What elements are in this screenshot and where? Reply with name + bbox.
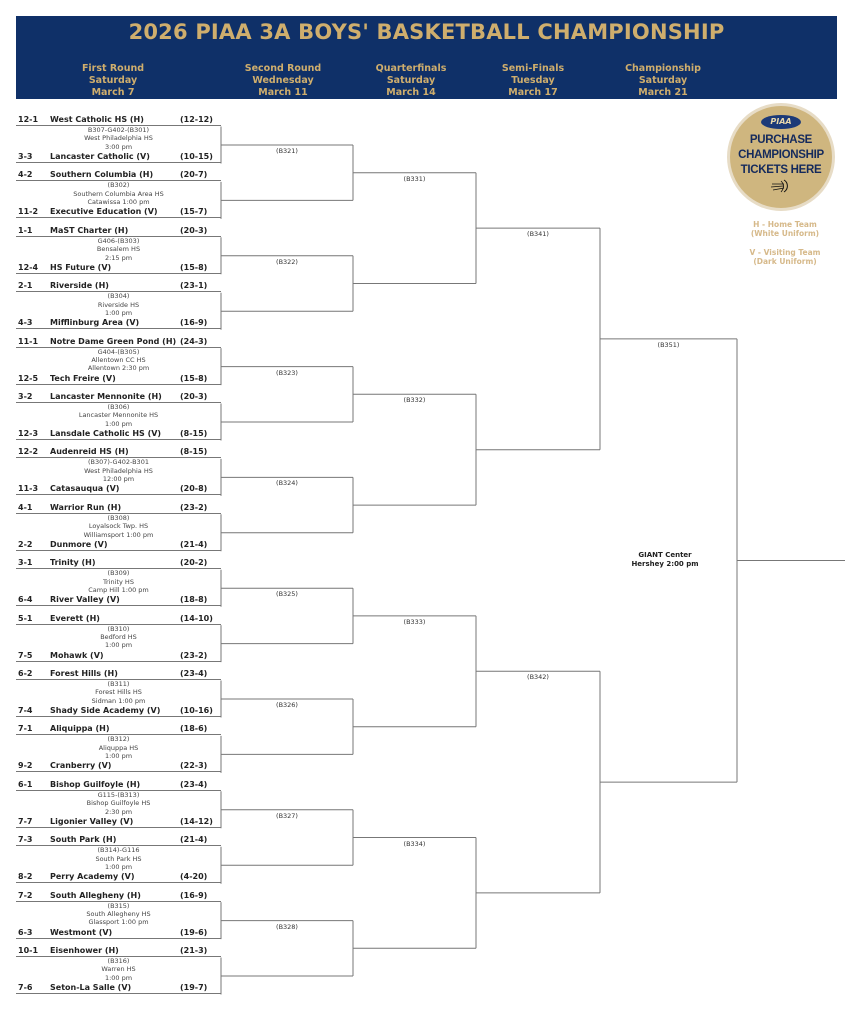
game-info-line: 2:15 pm (104, 253, 133, 262)
team-row[interactable] (16, 650, 221, 662)
team-seed: 2-2 (18, 539, 33, 549)
game-info-line: Glassport 1:00 pm (88, 918, 149, 927)
team-name: Shady Side Academy (V) (50, 706, 161, 715)
legend-home-label: H - Home Team (753, 220, 817, 229)
legend-visit (735, 248, 835, 266)
team-record: (20-2) (180, 558, 208, 568)
game-info-line: Trinity HS (103, 577, 134, 586)
team-row[interactable] (16, 982, 221, 994)
team-record: (23-2) (180, 650, 208, 660)
team-name: Lancaster Catholic (V) (50, 152, 150, 161)
team-record: (18-6) (180, 724, 208, 734)
team-record: (21-3) (180, 946, 208, 955)
game-info (16, 846, 221, 871)
round-header-date: March 14 (386, 87, 436, 98)
game-info (16, 181, 221, 206)
game-info-line: (B312) (107, 735, 130, 744)
team-name: Perry Academy (V) (50, 872, 135, 882)
game-info-line: (B315) (107, 901, 130, 910)
first-round-game (16, 502, 221, 549)
team-row[interactable] (16, 169, 221, 181)
team-record: (16-9) (180, 318, 208, 328)
team-name: Warrior Run (H) (50, 502, 122, 512)
team-seed: 4-3 (18, 318, 33, 328)
team-row[interactable] (16, 391, 221, 403)
game-info (16, 514, 221, 539)
team-seed: 6-4 (18, 595, 33, 605)
game-info-line: Warren HS (101, 965, 136, 974)
team-name: Westmont (V) (50, 927, 113, 937)
team-row[interactable] (16, 871, 221, 883)
first-round-game (16, 613, 221, 660)
ticket-text (738, 133, 824, 178)
team-name: Catasauqua (V) (50, 484, 120, 494)
team-seed: 7-6 (18, 983, 33, 992)
game-info-line: (B302) (107, 181, 130, 190)
first-round-game (16, 834, 221, 882)
team-row[interactable] (16, 151, 221, 163)
team-record: (24-3) (180, 336, 208, 346)
ticket-line-2: CHAMPIONSHIP (738, 149, 824, 161)
team-name: Dunmore (V) (50, 539, 108, 549)
team-record: (8-15) (180, 447, 208, 457)
team-name: Lancaster Mennonite (H) (50, 392, 162, 401)
team-row[interactable] (16, 539, 221, 551)
team-seed: 8-2 (18, 872, 33, 882)
round-header-day: Wednesday (252, 75, 314, 86)
basketball-icon (770, 179, 792, 193)
game-code: (B323) (276, 368, 298, 377)
game-info (16, 403, 221, 428)
team-row[interactable] (16, 502, 221, 514)
first-round-game (16, 779, 221, 826)
game-info (16, 680, 221, 705)
game-info (16, 735, 221, 760)
game-info-line: West Philadelphia HS (84, 134, 153, 143)
team-name: Audenreid HS (H) (50, 447, 129, 457)
game-info-line: (B307)-G402-B301 (88, 458, 149, 467)
team-seed: 12-4 (18, 262, 39, 272)
team-record: (19-6) (180, 927, 208, 937)
team-row[interactable] (16, 723, 221, 735)
round-header-date: March 21 (638, 87, 688, 98)
round-header-day: Saturday (88, 75, 138, 86)
team-seed: 6-3 (18, 927, 33, 937)
game-info-line: 1:00 pm (104, 752, 133, 761)
game-code: (B321) (276, 147, 298, 155)
round-header-date: March 11 (258, 87, 308, 98)
round-header-name: Semi-Finals (501, 63, 565, 74)
game-info-line: 3:00 pm (104, 142, 133, 151)
game-info (16, 348, 221, 373)
game-info (16, 237, 221, 262)
game-info-line: Bishop Guilfoyle HS (86, 799, 151, 808)
game-code: (B327) (276, 811, 298, 820)
team-seed: 7-3 (18, 835, 33, 845)
team-record: (15-8) (180, 373, 208, 383)
game-code: (B351) (657, 340, 680, 349)
round-header-name: Championship (625, 63, 701, 74)
ticket-line-1: PURCHASE (749, 134, 813, 146)
first-round-game (16, 280, 221, 328)
game-code: (B328) (276, 922, 298, 931)
round-header-day: Saturday (386, 75, 436, 86)
team-seed: 5-1 (18, 613, 33, 623)
game-info-line: (B311) (107, 680, 130, 688)
team-row[interactable] (16, 317, 221, 329)
team-seed: 12-3 (18, 429, 39, 438)
game-info (16, 957, 221, 982)
game-info-line: 1:00 pm (104, 309, 133, 317)
team-name: Cranberry (V) (50, 761, 112, 771)
team-record: (20-7) (180, 170, 208, 180)
team-name: HS Future (V) (50, 262, 112, 272)
game-info-line: Southern Columbia Area HS (73, 189, 164, 198)
team-row[interactable] (16, 834, 221, 846)
team-record: (23-4) (180, 669, 208, 678)
team-record: (23-2) (180, 502, 208, 512)
team-record: (8-15) (180, 429, 208, 438)
team-record: (18-8) (180, 595, 208, 605)
game-code: (B325) (276, 590, 298, 599)
team-seed: 3-3 (18, 152, 33, 161)
game-info-line: (B310) (107, 624, 130, 633)
first-round-game (16, 114, 221, 161)
team-name: Notre Dame Green Pond (H) (50, 336, 177, 346)
team-record: (16-9) (180, 890, 208, 900)
game-info-line: 2:30 pm (104, 807, 133, 816)
round-header-day: Tuesday (511, 75, 555, 86)
team-row[interactable] (16, 927, 221, 939)
team-name: Riverside (H) (50, 281, 109, 291)
team-name: West Catholic HS (H) (50, 115, 144, 124)
game-info-line: Camp Hill 1:00 pm (88, 586, 149, 594)
team-seed: 3-2 (18, 392, 33, 401)
game-info-line: G404-(B305) (97, 347, 140, 356)
team-seed: 2-1 (18, 281, 33, 291)
first-round-game (16, 945, 221, 992)
team-row[interactable] (16, 428, 221, 440)
team-row[interactable] (16, 890, 221, 902)
team-row[interactable] (16, 225, 221, 237)
team-record: (14-12) (180, 816, 213, 826)
team-seed: 11-1 (18, 336, 39, 346)
team-record: (22-3) (180, 761, 208, 771)
game-info-line: (B314)-G116 (97, 846, 140, 855)
team-seed: 11-2 (18, 207, 39, 217)
game-info-line: Bedford HS (100, 633, 137, 641)
team-record: (21-4) (180, 835, 208, 845)
first-round-game (16, 723, 221, 771)
team-record: (10-15) (180, 152, 213, 161)
team-seed: 9-2 (18, 761, 33, 771)
round-header-day: Saturday (638, 75, 688, 86)
game-info (16, 902, 221, 927)
team-seed: 6-1 (18, 779, 33, 789)
team-name: Mohawk (V) (50, 650, 104, 660)
game-info-line: Allentown 2:30 pm (87, 364, 150, 373)
team-name: River Valley (V) (50, 595, 120, 605)
first-round-game (16, 668, 221, 715)
round-header-name: Quarterfinals (375, 63, 447, 74)
team-seed: 4-1 (18, 502, 33, 512)
team-record: (12-12) (180, 115, 213, 124)
game-info (16, 625, 221, 650)
piaa-logo: PIAA (761, 115, 801, 129)
round-header-date: March 17 (508, 87, 558, 98)
game-info-line: (B309) (107, 569, 130, 578)
first-round-game (16, 557, 221, 605)
first-round-game (16, 890, 221, 937)
team-record: (20-3) (180, 225, 208, 235)
game-info-line: (B308) (107, 513, 130, 522)
team-seed: 1-1 (18, 225, 33, 235)
team-name: Executive Education (V) (50, 207, 158, 217)
team-name: Seton-La Salle (V) (50, 983, 132, 992)
legend-visit-label: V - Visiting Team (749, 248, 821, 257)
team-seed: 7-4 (18, 706, 33, 715)
team-record: (15-8) (180, 262, 208, 272)
game-info-line: 1:00 pm (104, 863, 133, 871)
team-row[interactable] (16, 779, 221, 791)
venue-time: Hershey 2:00 pm (631, 560, 699, 568)
ticket-line-3: TICKETS HERE (740, 164, 822, 176)
team-row[interactable] (16, 336, 221, 348)
round-header-name: Second Round (244, 63, 322, 74)
legend-home (735, 220, 835, 238)
game-info-line: Bensalem HS (96, 245, 141, 254)
championship-venue (610, 551, 720, 569)
game-info-line: Loyalsock Twp. HS (88, 522, 149, 531)
team-seed: 7-5 (18, 650, 33, 660)
team-seed: 12-1 (18, 115, 39, 124)
game-code: (B331) (403, 174, 426, 183)
team-seed: 6-2 (18, 669, 33, 678)
game-info (16, 126, 221, 151)
game-info-line: West Philadelphia HS (84, 466, 153, 475)
game-info-line: Lancaster Mennonite HS (78, 411, 159, 420)
game-code: (B341) (527, 230, 549, 239)
team-row[interactable] (16, 262, 221, 274)
team-row[interactable] (16, 945, 221, 957)
team-seed: 12-5 (18, 373, 39, 383)
first-round-game (16, 225, 221, 272)
team-name: Mifflinburg Area (V) (50, 318, 140, 328)
team-record: (21-4) (180, 539, 208, 549)
game-info-line: 1:00 pm (104, 641, 133, 650)
team-seed: 3-1 (18, 558, 33, 568)
team-seed: 10-1 (18, 946, 39, 955)
team-row[interactable] (16, 483, 221, 495)
game-info-line: 1:00 pm (104, 973, 133, 982)
legend-home-note: (White Uniform) (750, 229, 820, 238)
team-record: (15-7) (180, 207, 208, 217)
game-info-line: (B304) (107, 292, 130, 301)
team-row[interactable] (16, 668, 221, 680)
game-info-line: Riverside HS (97, 300, 140, 309)
team-name: Lansdale Catholic HS (V) (50, 429, 162, 438)
game-code: (B333) (403, 617, 426, 626)
first-round-game (16, 446, 221, 494)
team-row[interactable] (16, 705, 221, 717)
team-row[interactable] (16, 816, 221, 828)
team-record: (10-16) (180, 706, 213, 715)
game-info (16, 791, 221, 816)
first-round-game (16, 391, 221, 438)
team-seed: 12-2 (18, 447, 39, 457)
team-row[interactable] (16, 446, 221, 458)
team-name: Eisenhower (H) (50, 946, 119, 955)
team-name: South Allegheny (H) (50, 890, 141, 900)
team-name: Aliquippa (H) (50, 724, 110, 734)
game-info-line: South Allegheny HS (86, 910, 151, 918)
team-name: Southern Columbia (H) (50, 170, 154, 180)
round-header-date: March 7 (91, 87, 135, 98)
team-row[interactable] (16, 557, 221, 569)
game-info-line: G115-(B313) (97, 790, 140, 799)
team-name: MaST Charter (H) (50, 225, 129, 235)
team-record: (23-4) (180, 779, 208, 789)
team-name: Tech Freire (V) (50, 373, 116, 383)
team-name: Bishop Guilfoyle (H) (50, 779, 141, 789)
game-info-line: (B316) (107, 957, 130, 965)
game-code: (B324) (276, 479, 298, 488)
team-record: (20-8) (180, 484, 208, 494)
team-row[interactable] (16, 206, 221, 218)
game-code: (B322) (276, 257, 298, 266)
game-info-line: B307-G402-(B301) (87, 126, 150, 134)
game-info-line: Catawissa 1:00 pm (87, 198, 150, 207)
team-row[interactable] (16, 613, 221, 625)
team-name: Trinity (H) (50, 558, 96, 568)
team-record: (20-3) (180, 392, 208, 401)
game-info-line: Aliquppa HS (98, 743, 139, 752)
legend-visit-note: (Dark Uniform) (753, 257, 817, 266)
game-info-line: Forest Hills HS (95, 688, 142, 697)
team-seed: 7-2 (18, 890, 33, 900)
game-info (16, 569, 221, 594)
game-info-line: Allentown CC HS (91, 356, 146, 364)
page-title: 2026 PIAA 3A BOYS' BASKETBALL CHAMPIONSHIP (128, 20, 725, 44)
team-row[interactable] (16, 594, 221, 606)
team-row[interactable] (16, 373, 221, 385)
team-row[interactable] (16, 114, 221, 126)
game-info-line: 12:00 pm (102, 475, 135, 484)
team-record: (23-1) (180, 281, 208, 291)
game-code: (B326) (276, 701, 298, 709)
first-round-game (16, 169, 221, 217)
game-code: (B342) (527, 673, 549, 682)
game-info (16, 458, 221, 483)
team-seed: 7-1 (18, 724, 33, 734)
team-record: (14-10) (180, 613, 213, 623)
team-name: Forest Hills (H) (50, 669, 118, 678)
venue-name: GIANT Center (638, 551, 692, 559)
team-name: Everett (H) (50, 613, 100, 623)
game-info-line: G406-(B303) (97, 236, 140, 245)
game-info-line: 1:00 pm (104, 419, 133, 428)
game-info (16, 292, 221, 317)
team-record: (19-7) (180, 983, 208, 992)
game-code: (B334) (403, 839, 426, 848)
team-name: South Park (H) (50, 835, 117, 845)
team-row[interactable] (16, 760, 221, 772)
game-info-line: Sidman 1:00 pm (91, 696, 146, 705)
purchase-tickets-button[interactable] (727, 103, 835, 211)
round-header-name: First Round (81, 63, 145, 74)
game-code: (B332) (403, 396, 426, 405)
first-round-game (16, 336, 221, 383)
team-seed: 11-3 (18, 484, 39, 494)
game-info-line: Williamsport 1:00 pm (83, 530, 154, 539)
team-seed: 4-2 (18, 170, 33, 180)
game-info-line: (B306) (107, 403, 130, 411)
team-seed: 7-7 (18, 816, 33, 826)
team-row[interactable] (16, 280, 221, 292)
game-info-line: South Park HS (95, 854, 142, 863)
team-record: (4-20) (180, 872, 208, 882)
team-name: Ligonier Valley (V) (50, 816, 134, 826)
